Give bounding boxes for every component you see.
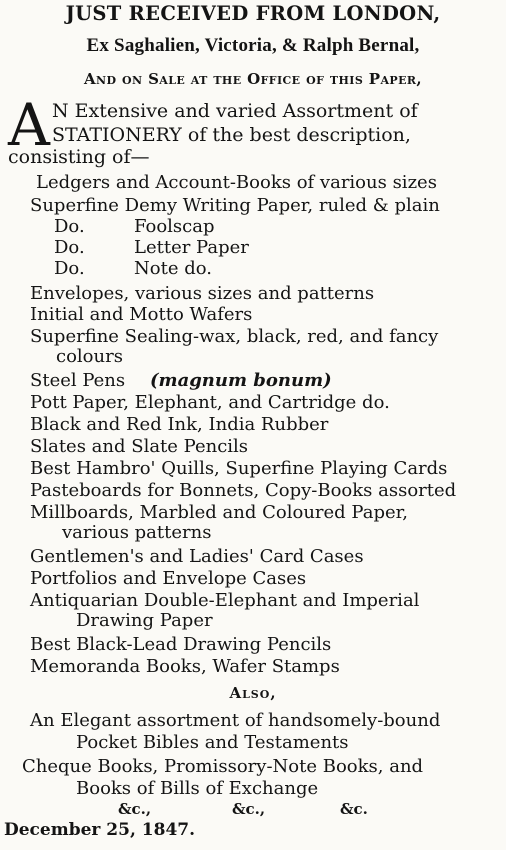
also-heading: Also, xyxy=(229,684,277,702)
drop-cap: A xyxy=(8,91,50,159)
list-item: Portfolios and Envelope Cases xyxy=(30,568,307,589)
list-item-ditto: Do. xyxy=(54,216,85,237)
dateline: December 25, 1847. xyxy=(4,820,196,840)
intro-line-3: consisting of— xyxy=(8,146,150,168)
list-item: Pott Paper, Elephant, and Cartridge do. xyxy=(30,392,390,413)
etcetera-3: &c. xyxy=(340,800,368,818)
list-item: Gentlemen's and Ladies' Card Cases xyxy=(30,546,364,567)
list-item: Letter Paper xyxy=(134,237,249,258)
list-item-continued: colours xyxy=(56,346,123,367)
list-item: Best Hambro' Quills, Superfine Playing Cards xyxy=(30,458,448,479)
etcetera-1: &c., xyxy=(118,800,152,818)
also-line-4: Books of Bills of Exchange xyxy=(76,778,319,799)
list-item-note: (magnum bonum) xyxy=(150,370,332,391)
also-line-2: Pocket Bibles and Testaments xyxy=(76,732,349,753)
list-item: Memoranda Books, Wafer Stamps xyxy=(30,656,340,677)
intro-line-2: STATIONERY of the best description, xyxy=(52,124,411,146)
list-item: Steel Pens xyxy=(30,370,126,391)
list-item: Best Black-Lead Drawing Pencils xyxy=(30,634,332,655)
list-item-continued: Drawing Paper xyxy=(76,610,213,631)
list-item: Pasteboards for Bonnets, Copy-Books assorted xyxy=(30,480,457,501)
list-item: Slates and Slate Pencils xyxy=(30,436,249,457)
intro-line-1: N Extensive and varied Assortment of xyxy=(52,100,418,122)
list-item: Millboards, Marbled and Coloured Paper, xyxy=(30,502,408,523)
etcetera-2: &c., xyxy=(232,800,266,818)
list-item-ditto: Do. xyxy=(54,237,85,258)
list-item-ditto: Do. xyxy=(54,258,85,279)
list-item: Initial and Motto Wafers xyxy=(30,304,253,325)
headline-just-received: JUST RECEIVED FROM LONDON, xyxy=(65,2,441,25)
list-item: Envelopes, various sizes and patterns xyxy=(30,283,375,304)
list-item: Superfine Demy Writing Paper, ruled & plain xyxy=(30,195,440,216)
list-item: Foolscap xyxy=(134,216,215,237)
headline-ships: Ex Saghalien, Victoria, & Ralph Bernal, xyxy=(86,35,420,56)
list-item-continued: various patterns xyxy=(62,522,212,543)
list-item: Antiquarian Double-Elephant and Imperial xyxy=(30,590,420,611)
list-item: Black and Red Ink, India Rubber xyxy=(30,414,329,435)
also-line-3: Cheque Books, Promissory-Note Books, and xyxy=(22,756,424,777)
list-item: Superfine Sealing-wax, black, red, and fancy xyxy=(30,326,439,347)
headline-on-sale: And on Sale at the Office of this Paper, xyxy=(83,70,423,88)
also-line-1: An Elegant assortment of handsomely-bound xyxy=(30,710,441,731)
list-item: Note do. xyxy=(134,258,212,279)
list-item: Ledgers and Account-Books of various sizes xyxy=(36,172,437,193)
